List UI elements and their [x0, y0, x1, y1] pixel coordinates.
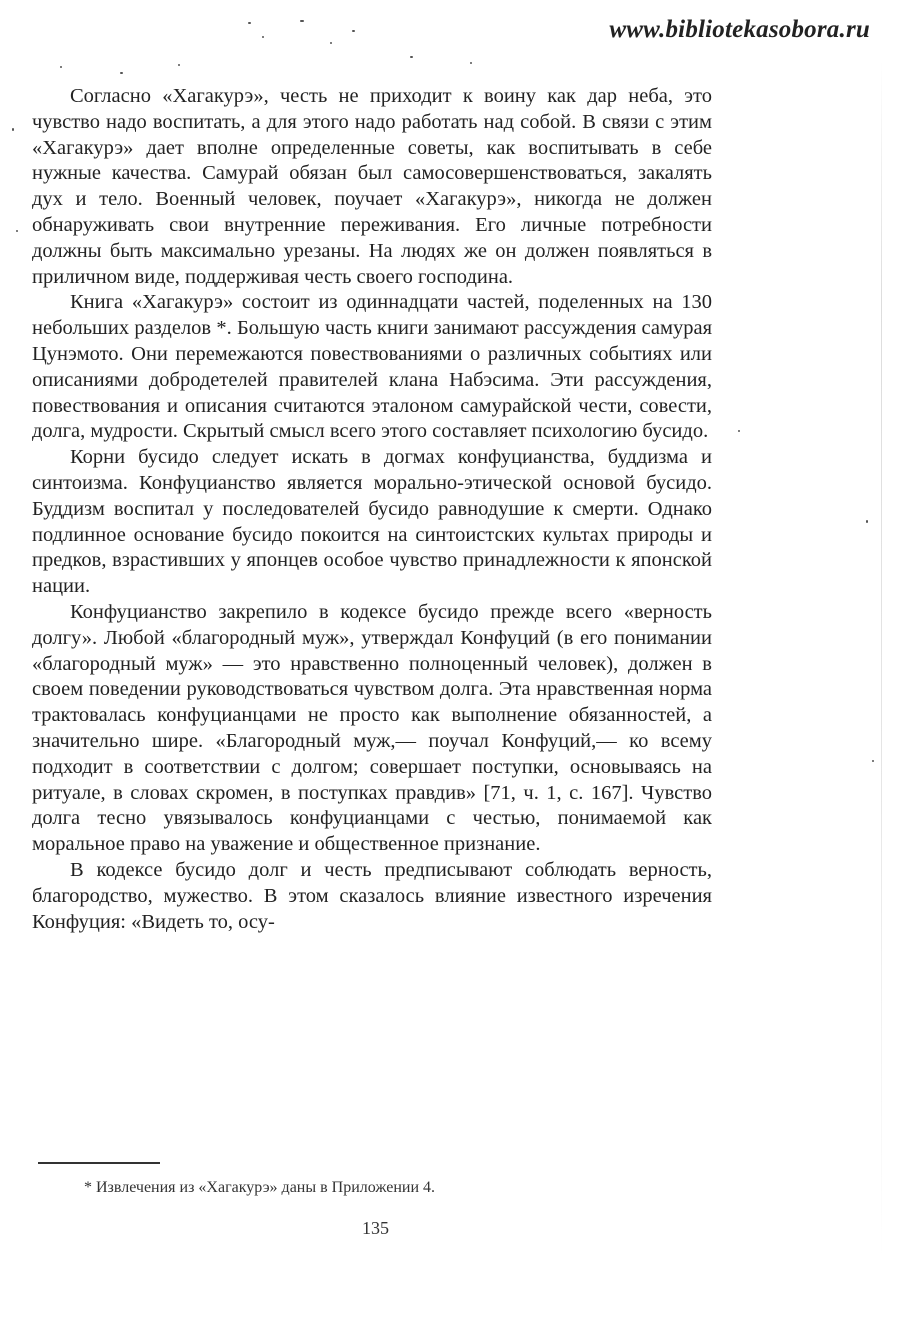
scan-speckle	[410, 56, 413, 58]
scan-speckle	[352, 30, 355, 32]
paragraph-5: В кодексе бусидо долг и честь предписывают соблюдать верность, благородство, мужество. В этом сказалось влияние известного изречения Конфуция: «Видеть то, осу-	[32, 858, 712, 933]
scan-speckle	[120, 72, 123, 74]
scan-speckle	[866, 520, 868, 523]
scan-speckle	[300, 20, 304, 22]
scan-speckle	[248, 22, 251, 24]
page-number: 135	[362, 1218, 389, 1238]
paragraph-4: Конфуцианство закрепило в кодексе бусидо прежде всего «верность долгу». Любой «благородный муж», утверждал Конфуций (в его понимании «благородный муж» — это нравственно полноценный человек), должен в своем поведении руководствоваться чувством долга. Эта нравственная норма трактовалась конфуцианцами не просто как выполнение обязанностей, а значительно шире. «Благородный муж,— поучал Конфуций,— ко всему подходит в соответствии с долгом; совершает поступки, основываясь на ритуале, в словах скромен, в поступках правдив» [71, ч. 1, с. 167]. Чувство долга тесно увязывалось конфуцианцами с честью, понимаемой как моральное право на уважение и общественное признание.	[32, 600, 712, 856]
scan-speckle	[60, 66, 62, 68]
scan-speckle	[16, 230, 18, 232]
scan-speckle	[330, 42, 332, 44]
paragraph-2: Книга «Хагакурэ» состоит из одиннадцати частей, поделенных на 130 небольших разделов *. Большую часть книги занимают рассуждения самурая Цунэмото. Они перемежаются повествованиями о различных событиях или описаниями добродетелей правителей клана Набэсима. Эти рассуждения, повествования и описания считаются эталоном самурайской чести, совести, долга, мудрости. Скрытый смысл всего этого составляет психологию бусидо.	[32, 291, 712, 443]
body-text	[32, 84, 712, 935]
scan-speckle	[872, 760, 874, 762]
scan-speckle	[178, 64, 180, 66]
scan-speckle	[738, 430, 740, 432]
paragraph-1: Согласно «Хагакурэ», честь не приходит к воину как дар неба, это чувство надо воспитать, а для этого надо работать над собой. В связи с этим «Хагакурэ» дает вполне определенные советы, как воспитывать в себе нужные качества. Самурай обязан был самосовершенствоваться, закалять дух и тело. Военный человек, поучает «Хагакурэ», никогда не должен обнаруживать свои внутренние переживания. Его личные потребности должны быть максимально урезаны. На людях же он должен появляться в приличном виде, поддерживая честь своего господина.	[32, 85, 712, 288]
footnote: * Извлечения из «Хагакурэ» даны в Приложении 4.	[84, 1179, 435, 1196]
scan-speckle	[262, 36, 264, 38]
paragraph-3: Корни бусидо следует искать в догмах конфуцианства, буддизма и синтоизма. Конфуцианство является морально-этической основой бусидо. Буддизм воспитал у последователей бусидо равнодушие к смерти. Однако подлинное основание бусидо покоится на синтоистских культах природы и предков, взрастивших у японцев особое чувство принадлежности к японской нации.	[32, 446, 712, 598]
page-edge-shadow	[881, 60, 882, 1260]
site-watermark: www.bibliotekasobora.ru	[609, 16, 870, 43]
scan-speckle	[470, 62, 472, 64]
footnote-divider	[38, 1162, 160, 1164]
scan-speckle	[12, 128, 14, 131]
